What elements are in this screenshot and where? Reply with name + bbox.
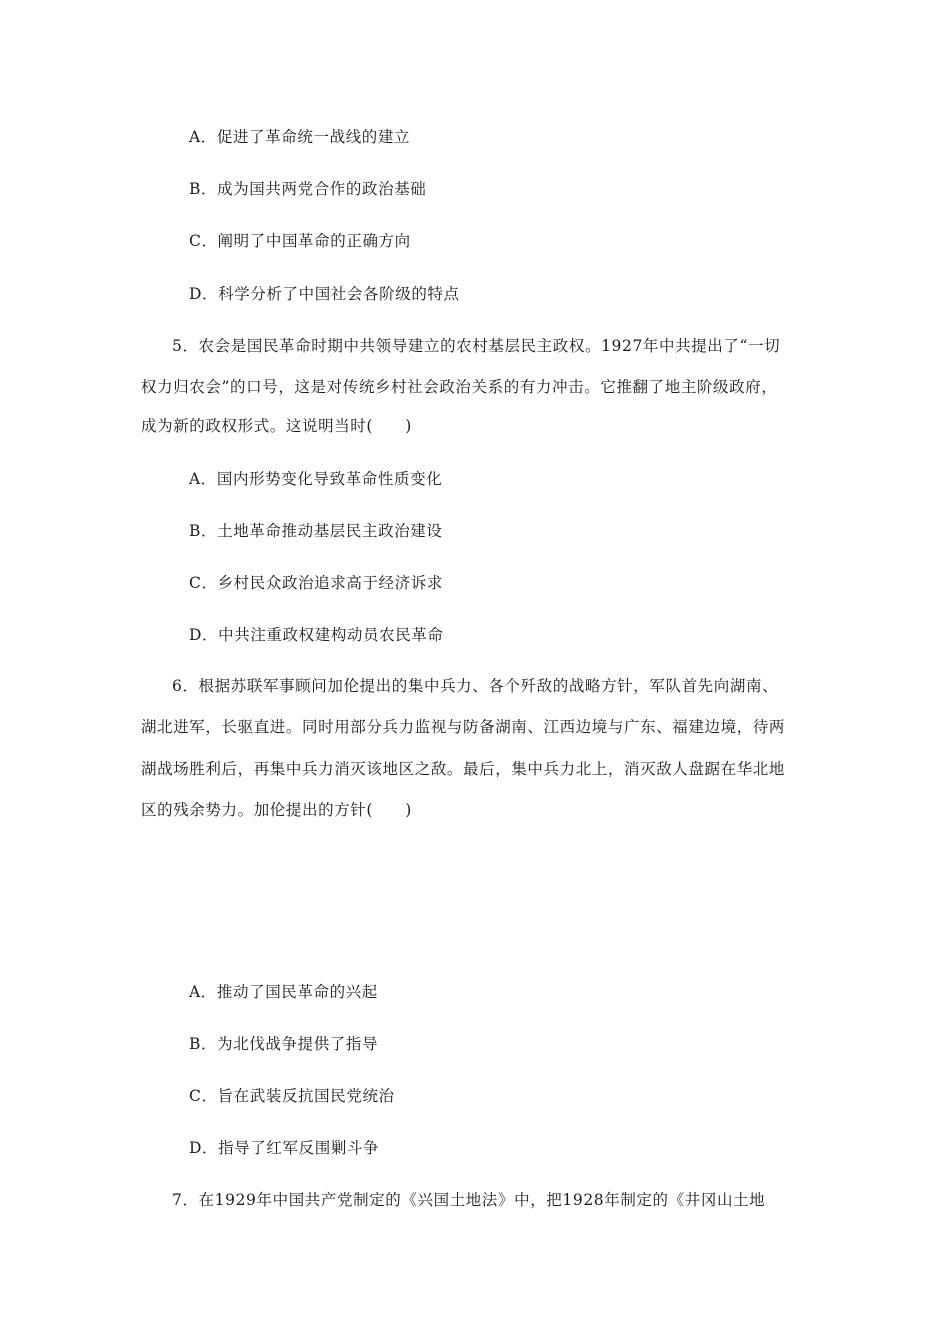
- q6-stem-line-2: 湖北进军，长驱直进。同时用部分兵力监视与防备湖南、江西边境与广东、福建边境，待两: [141, 718, 786, 736]
- q4-option-b: B．成为国共两党合作的政治基础: [189, 180, 427, 198]
- q4-option-a: A．促进了革命统一战线的建立: [189, 128, 411, 146]
- q6-option-b: B．为北伐战争提供了指导: [189, 1035, 379, 1053]
- q6-stem-line-1: 6．根据苏联军事顾问加伦提出的集中兵力、各个歼敌的战略方针，军队首先向湖南、: [172, 677, 779, 695]
- q6-stem-line-3: 湖战场胜利后，再集中兵力消灭该地区之敌。最后，集中兵力北上，消灭敌人盘踞在华北地: [141, 760, 786, 778]
- q6-option-a: A．推动了国民革命的兴起: [189, 983, 378, 1001]
- q5-option-a: A．国内形势变化导致革命性质变化: [189, 470, 443, 488]
- q5-stem-line-2: 权力归农会”的口号，这是对传统乡村社会政治关系的有力冲击。它推翻了地主阶级政府，: [141, 378, 778, 396]
- q5-option-b: B．土地革命推动基层民主政治建设: [189, 522, 443, 540]
- q4-option-c: C．阐明了中国革命的正确方向: [189, 232, 411, 250]
- q5-stem-line-3: 成为新的政权形式。这说明当时( ): [141, 417, 412, 435]
- q6-option-d: D．指导了红军反围剿斗争: [189, 1139, 380, 1157]
- q5-option-c: C．乡村民众政治追求高于经济诉求: [189, 574, 443, 592]
- q6-stem-line-4: 区的残余势力。加伦提出的方针( ): [141, 801, 412, 819]
- q6-option-c: C．旨在武装反抗国民党统治: [189, 1087, 395, 1105]
- q7-stem-line-1: 7．在1929年中国共产党制定的《兴国土地法》中，把1928年制定的《井冈山土地: [172, 1191, 766, 1209]
- q5-option-d: D．中共注重政权建构动员农民革命: [189, 626, 444, 644]
- q5-stem-line-1: 5．农会是国民革命时期中共领导建立的农村基层民主政权。1927年中共提出了“一切: [172, 337, 781, 355]
- q4-option-d: D．科学分析了中国社会各阶级的特点: [189, 285, 460, 303]
